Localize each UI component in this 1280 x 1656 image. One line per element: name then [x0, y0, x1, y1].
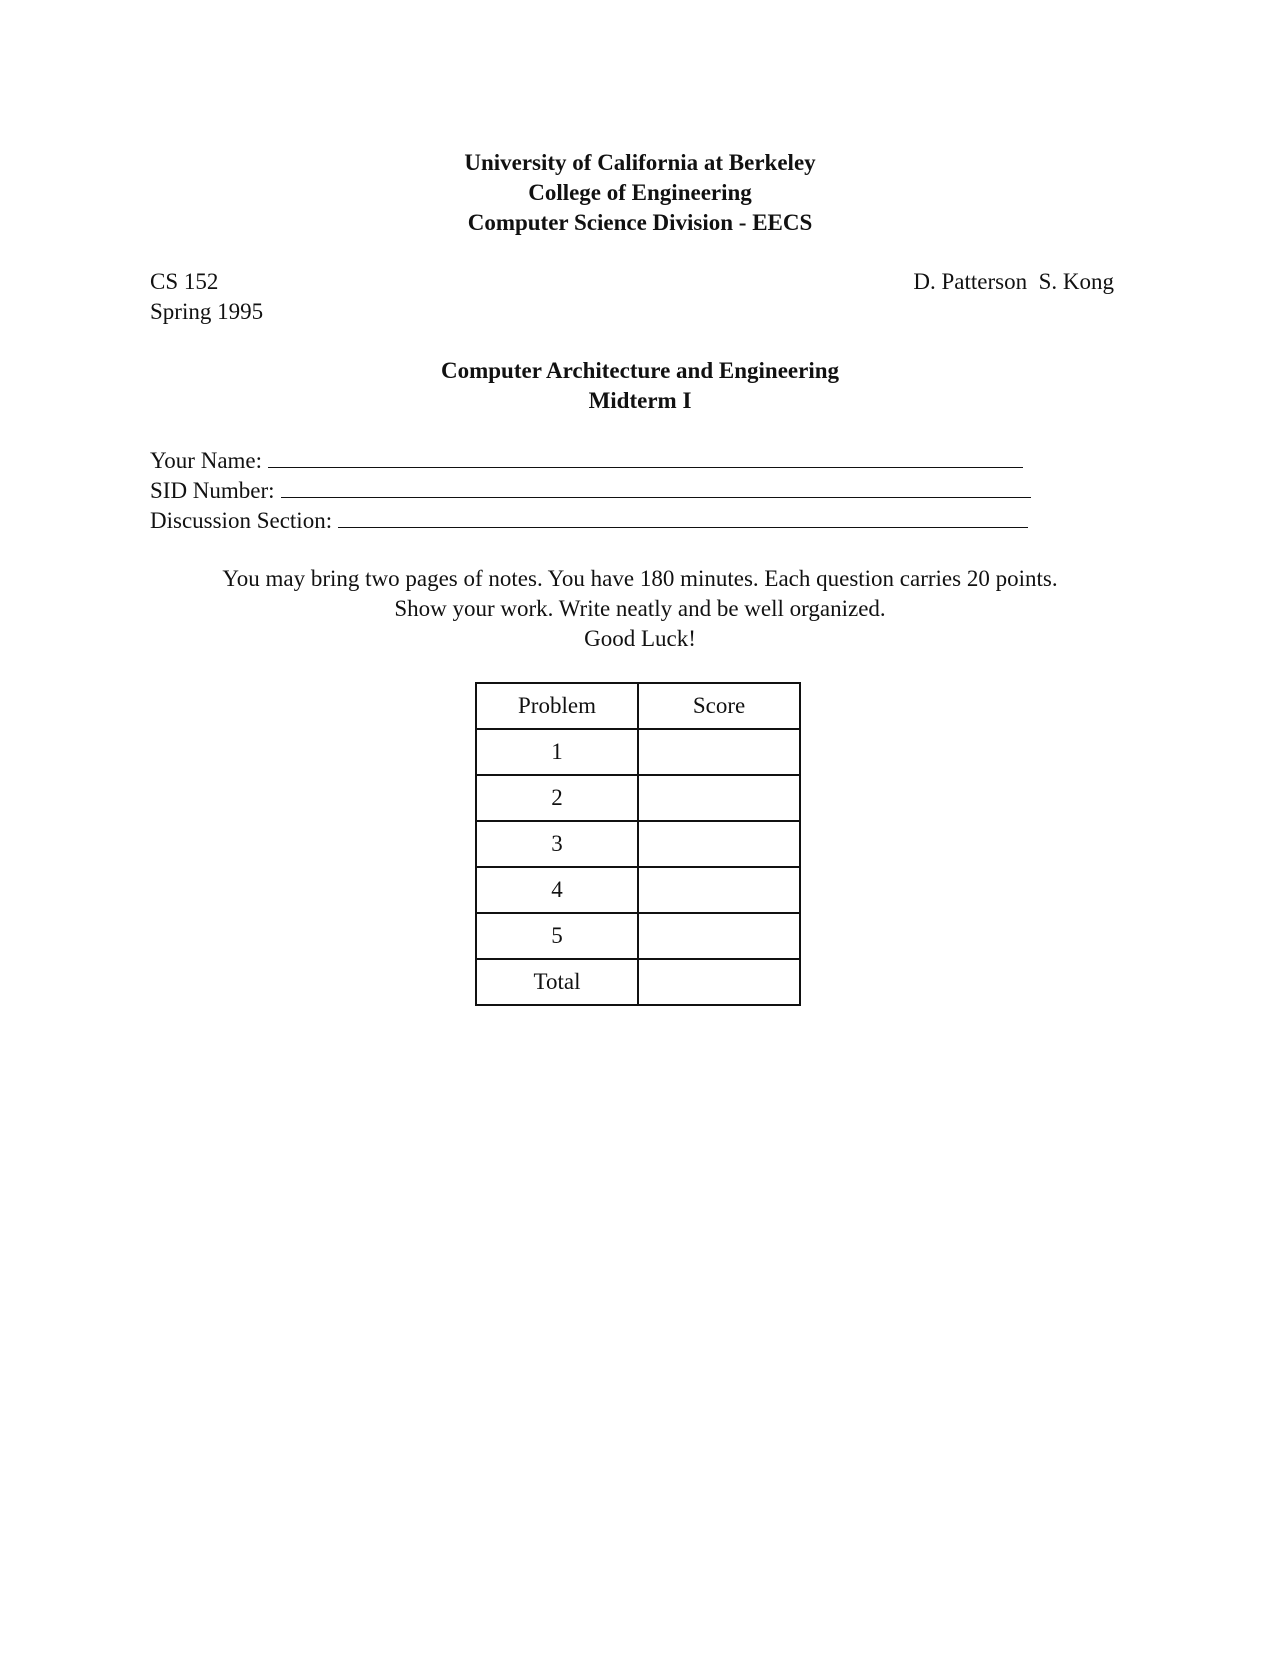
table-row — [476, 775, 800, 821]
section-field-line[interactable] — [338, 507, 1028, 528]
total-score-cell[interactable] — [638, 959, 800, 1005]
course-number: CS 152 — [150, 269, 219, 294]
total-label-cell: Total — [476, 959, 638, 1005]
sid-field-line[interactable] — [281, 477, 1031, 498]
course-term: Spring 1995 — [150, 299, 264, 324]
exam-title: Computer Architecture and Engineering — [440, 358, 840, 383]
problem-cell: 5 — [476, 913, 638, 959]
table-row — [476, 867, 800, 913]
score-table-header-row — [476, 683, 800, 729]
header-problem: Problem — [476, 683, 638, 729]
course-info — [150, 267, 263, 327]
problem-cell: 4 — [476, 867, 638, 913]
table-row — [476, 821, 800, 867]
problem-cell: 3 — [476, 821, 638, 867]
score-cell[interactable] — [638, 729, 800, 775]
table-row — [476, 913, 800, 959]
student-info-fields — [150, 446, 1050, 536]
sid-field-row — [150, 476, 1050, 506]
sid-field-label: SID Number: — [150, 478, 275, 503]
table-row-total — [476, 959, 800, 1005]
institution-header — [0, 148, 1280, 238]
instruction-line: Good Luck! — [584, 626, 696, 651]
exam-instructions — [0, 564, 1280, 654]
institution-line-college: College of Engineering — [528, 180, 752, 205]
exam-subtitle: Midterm I — [588, 388, 692, 413]
name-field-row — [150, 446, 1050, 476]
institution-line-university: University of California at Berkeley — [464, 150, 816, 175]
instructors: D. Patterson S. Kong — [913, 269, 1114, 294]
section-field-row — [150, 506, 1050, 536]
institution-line-division: Computer Science Division - EECS — [467, 210, 813, 235]
problem-cell: 1 — [476, 729, 638, 775]
score-cell[interactable] — [638, 913, 800, 959]
score-table — [475, 682, 801, 1006]
instruction-line: You may bring two pages of notes. You have 180 minutes. Each question carries 20 points. — [222, 566, 1058, 591]
section-field-label: Discussion Section: — [150, 508, 333, 533]
exam-title-block — [0, 356, 1280, 416]
name-field-label: Your Name: — [150, 448, 263, 473]
score-cell[interactable] — [638, 775, 800, 821]
header-score: Score — [638, 683, 800, 729]
problem-cell: 2 — [476, 775, 638, 821]
score-cell[interactable] — [638, 821, 800, 867]
score-cell[interactable] — [638, 867, 800, 913]
table-row — [476, 729, 800, 775]
name-field-line[interactable] — [268, 447, 1023, 468]
instruction-line: Show your work. Write neatly and be well organized. — [394, 596, 886, 621]
